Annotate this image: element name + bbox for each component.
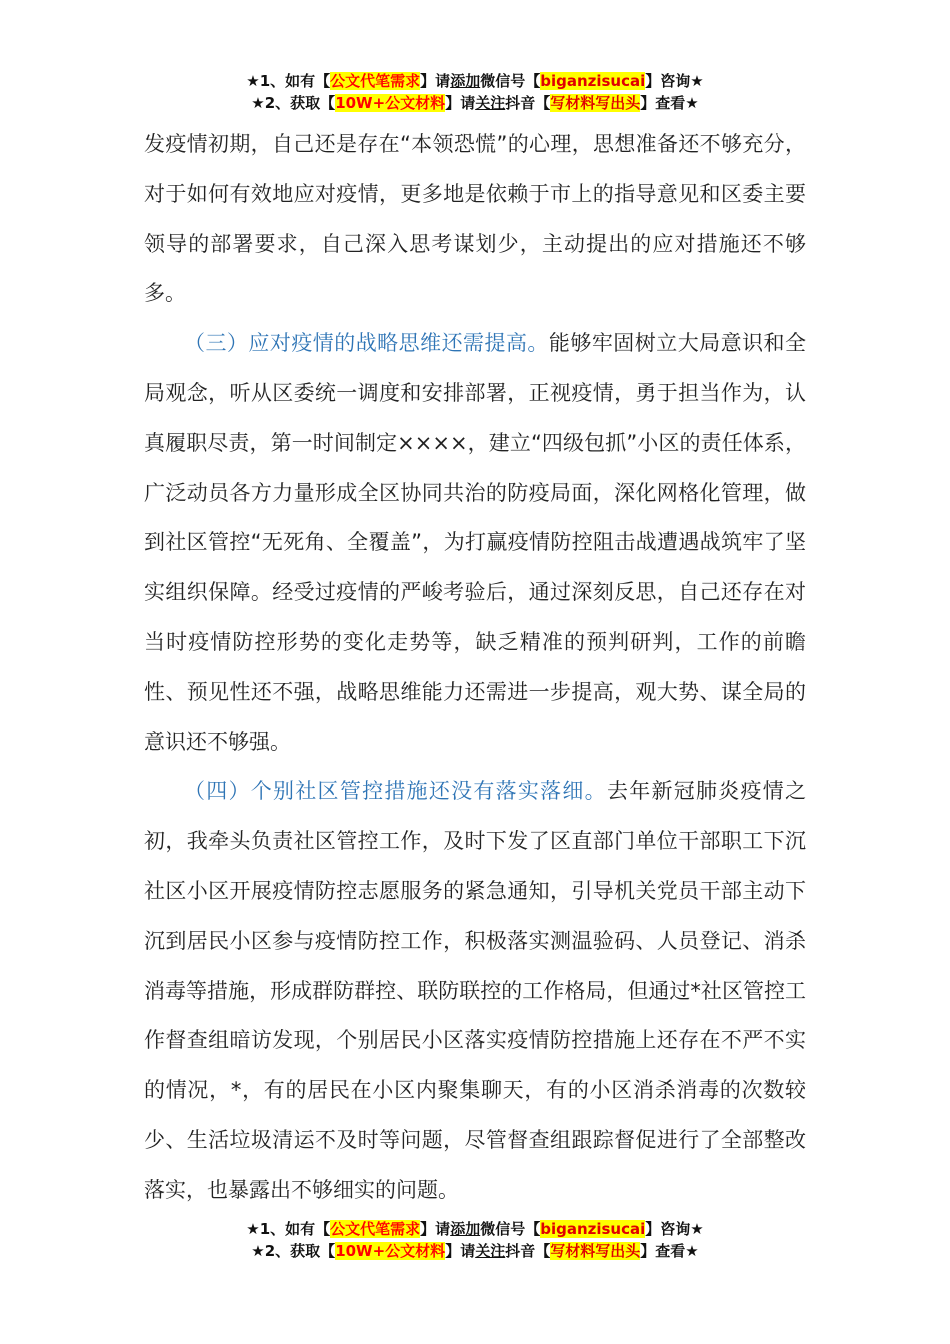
banner-text: 】请 xyxy=(445,94,476,112)
banner-text: 】查看★ xyxy=(640,94,699,112)
banner-emphasis: 关注 xyxy=(475,94,506,112)
banner-text: 】请 xyxy=(420,72,451,90)
banner-line-2 xyxy=(0,92,950,114)
paragraph-2-body: 能够牢固树立大局意识和全局观念，听从区委统一调度和安排部署，正视疫情，勇于担当作为，认真履职尽责，第一时间制定××××，建立“四级包抓”小区的责任体系，广泛动员各方力量形成全区协同共治的防疫局面，深化网格化管理，做到社区管控“无死角、全覆盖”，为打赢疫情防控阻击战遭遇战筑牢了坚实组织保障。经受过疫情的严峻考验后，通过深刻反思，自己还存在对当时疫情防控形势的变化走势等，缺乏精准的预判研判，工作的前瞻性、预见性还不强，战略思维能力还需进一步提高，观大势、谋全局的意识还不够强。 xyxy=(144,331,807,754)
footer-banner xyxy=(0,1218,950,1262)
banner-wechat-id: biganzisucai xyxy=(540,1220,646,1238)
banner-highlight: 公文代笔需求 xyxy=(330,72,421,90)
banner-text: 微信号【 xyxy=(480,1220,541,1238)
section-heading-4: （四）个别社区管控措施还没有落实落细。 xyxy=(184,779,607,804)
document-body xyxy=(144,120,806,1216)
banner-wechat-id: biganzisucai xyxy=(540,72,646,90)
paragraph-2 xyxy=(144,319,806,767)
header-banner xyxy=(0,70,950,114)
banner-text: ★1、如有【 xyxy=(246,1220,331,1238)
paragraph-3-body: 去年新冠肺炎疫情之初，我牵头负责社区管控工作，及时下发了区直部门单位干部职工下沉社区小区开展疫情防控志愿服务的紧急通知，引导机关党员干部主动下沉到居民小区参与疫情防控工作，积极落实测温验码、人员登记、消杀消毒等措施，形成群防群控、联防联控的工作格局，但通过*社区管控工作督查组暗访发现，个别居民小区落实疫情防控措施上还存在不严不实的情况，*，有的居民在小区内聚集聊天，有的小区消杀消毒的次数较少、生活垃圾清运不及时等问题，尽管督查组跟踪督促进行了全部整改落实，也暴露出不够细实的问题。 xyxy=(144,779,807,1202)
banner-highlight: 10W+公文材料 xyxy=(335,1242,446,1260)
section-heading-3: （三）应对疫情的战略思维还需提高。 xyxy=(184,331,549,356)
banner-text: 微信号【 xyxy=(480,72,541,90)
banner-text: ★2、获取【 xyxy=(251,94,336,112)
footer-line-1 xyxy=(0,1218,950,1240)
banner-text: 】查看★ xyxy=(640,1242,699,1260)
paragraph-1: 发疫情初期，自己还是存在“本领恐慌”的心理，思想准备还不够充分，对于如何有效地应对疫情，更多地是依赖于市上的指导意见和区委主要领导的部署要求，自己深入思考谋划少，主动提出的应对措施还不够多。 xyxy=(144,132,806,306)
banner-emphasis: 添加 xyxy=(450,1220,481,1238)
paragraph-3 xyxy=(144,767,806,1215)
banner-emphasis: 关注 xyxy=(475,1242,506,1260)
banner-line-1 xyxy=(0,70,950,92)
banner-highlight: 10W+公文材料 xyxy=(335,94,446,112)
banner-douyin-id: 写材料写出头 xyxy=(550,94,641,112)
banner-text: 】请 xyxy=(420,1220,451,1238)
banner-emphasis: 添加 xyxy=(450,72,481,90)
banner-text: 】咨询★ xyxy=(645,1220,704,1238)
banner-text: ★2、获取【 xyxy=(251,1242,336,1260)
banner-text: 】咨询★ xyxy=(645,72,704,90)
banner-highlight: 公文代笔需求 xyxy=(330,1220,421,1238)
banner-text: ★1、如有【 xyxy=(246,72,331,90)
banner-text: 抖音【 xyxy=(505,1242,551,1260)
banner-text: 抖音【 xyxy=(505,94,551,112)
banner-douyin-id: 写材料写出头 xyxy=(550,1242,641,1260)
footer-line-2 xyxy=(0,1240,950,1262)
banner-text: 】请 xyxy=(445,1242,476,1260)
